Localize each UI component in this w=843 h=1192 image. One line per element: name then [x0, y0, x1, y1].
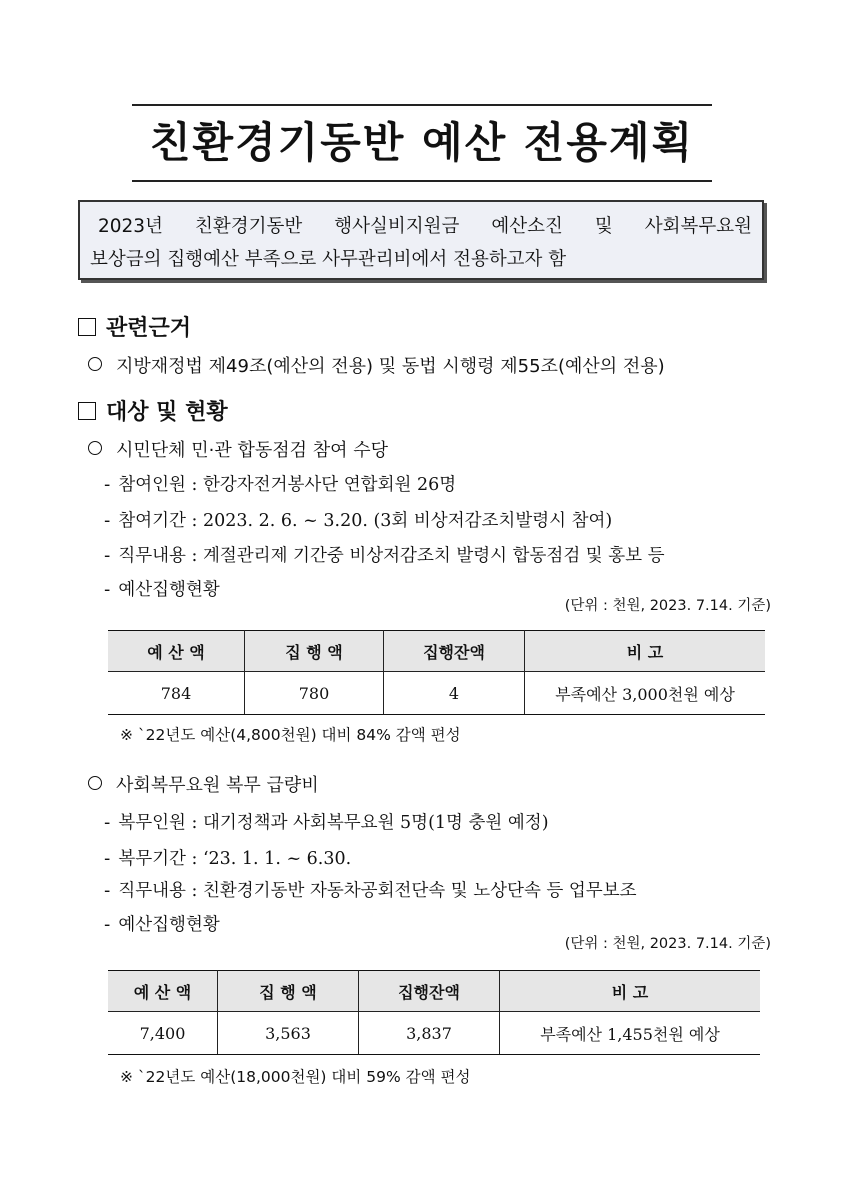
header-remarks: 비 고 [500, 971, 761, 1012]
group-2-footnote: ※ `22년도 예산(18,000천원) 대비 59% 감액 편성 [120, 1068, 471, 1086]
detail-text: 직무내용 : 친환경기동반 자동차공회전단속 및 노상단속 등 업무보조 [118, 881, 637, 901]
square-bullet-icon [78, 318, 96, 336]
group-1-detail: - 직무내용 : 계절관리제 기간중 비상저감조치 발령시 합동점검 및 홍보 등 [104, 546, 665, 566]
summary-line-1: 2023년 친환경기동반 행사실비지원금 예산소진 및 사회복무요원 [98, 216, 752, 237]
cell-remaining: 3,837 [359, 1012, 500, 1055]
cell-executed: 780 [245, 672, 384, 715]
group-2-detail: - 복무기간 : ‘23. 1. 1. ~ 6.30. [104, 849, 352, 869]
legal-basis-text: 지방재정법 제49조(예산의 전용) 및 동법 시행령 제55조(예산의 전용) [116, 356, 665, 377]
group-2-detail: - 직무내용 : 친환경기동반 자동차공회전단속 및 노상단속 등 업무보조 [104, 881, 637, 901]
detail-text: 직무내용 : 계절관리제 기간중 비상저감조치 발령시 합동점검 및 홍보 등 [118, 546, 665, 566]
cell-executed: 3,563 [218, 1012, 359, 1055]
group-1-detail: - 예산집행현황 [104, 580, 220, 600]
header-executed: 집 행 액 [245, 631, 384, 672]
legal-basis-item [88, 354, 665, 380]
group-2-detail: - 복무인원 : 대기정책과 사회복무요원 5명(1명 충원 예정) [104, 813, 549, 833]
table-header-row [108, 971, 760, 1012]
header-executed: 집 행 액 [218, 971, 359, 1012]
table-row [108, 1012, 760, 1055]
circle-bullet-icon [88, 776, 102, 790]
group-1-detail: - 참여기간 : 2023. 2. 6. ~ 3.20. (3회 비상저감조치발령시 참여) [104, 511, 613, 531]
header-budget: 예 산 액 [108, 971, 218, 1012]
detail-text: 참여기간 : 2023. 2. 6. ~ 3.20. (3회 비상저감조치발령시 참여) [118, 511, 613, 531]
table-header-row [108, 631, 765, 672]
section-status-heading [78, 398, 228, 428]
header-remaining: 집행잔액 [384, 631, 525, 672]
group-title-text: 사회복무요원 복무 급량비 [116, 775, 319, 796]
title-top-rule [132, 104, 712, 106]
circle-bullet-icon [88, 441, 102, 455]
group-2-budget-table [108, 970, 760, 1055]
group-2-detail: - 예산집행현황 [104, 915, 220, 935]
table-row [108, 672, 765, 715]
group-1-title [88, 438, 388, 464]
header-budget: 예 산 액 [108, 631, 245, 672]
detail-text: 복무기간 : ‘23. 1. 1. ~ 6.30. [118, 849, 352, 869]
cell-remarks: 부족예산 1,455천원 예상 [500, 1012, 761, 1055]
header-remaining: 집행잔액 [359, 971, 500, 1012]
summary-line-2: 보상금의 집행예산 부족으로 사무관리비에서 전용하고자 함 [90, 249, 567, 270]
square-bullet-icon [78, 402, 96, 420]
group-title-text: 시민단체 민·관 합동점검 참여 수당 [116, 440, 389, 461]
cell-budget: 7,400 [108, 1012, 218, 1055]
group-1-budget-table [108, 630, 765, 715]
cell-remaining: 4 [384, 672, 525, 715]
page-title: 친환경기동반 예산 전용계획 [149, 118, 695, 167]
group-2-unit-note: (단위 : 천원, 2023. 7.14. 기준) [564, 936, 771, 952]
detail-text: 예산집행현황 [118, 915, 220, 935]
section-legal-basis-heading [78, 314, 191, 344]
group-1-unit-note: (단위 : 천원, 2023. 7.14. 기준) [564, 598, 771, 614]
group-2-title [88, 773, 319, 799]
cell-remarks: 부족예산 3,000천원 예상 [525, 672, 766, 715]
summary-box [78, 200, 764, 280]
section-heading-text: 대상 및 현황 [106, 400, 228, 425]
detail-text: 참여인원 : 한강자전거봉사단 연합회원 26명 [118, 475, 457, 495]
circle-bullet-icon [88, 357, 102, 371]
group-1-footnote: ※ `22년도 예산(4,800천원) 대비 84% 감액 편성 [120, 726, 461, 744]
cell-budget: 784 [108, 672, 245, 715]
group-1-detail: - 참여인원 : 한강자전거봉사단 연합회원 26명 [104, 475, 457, 495]
section-heading-text: 관련근거 [106, 316, 192, 341]
title-bottom-rule [132, 180, 712, 182]
detail-text: 예산집행현황 [118, 580, 220, 600]
detail-text: 복무인원 : 대기정책과 사회복무요원 5명(1명 충원 예정) [118, 813, 549, 833]
header-remarks: 비 고 [525, 631, 766, 672]
